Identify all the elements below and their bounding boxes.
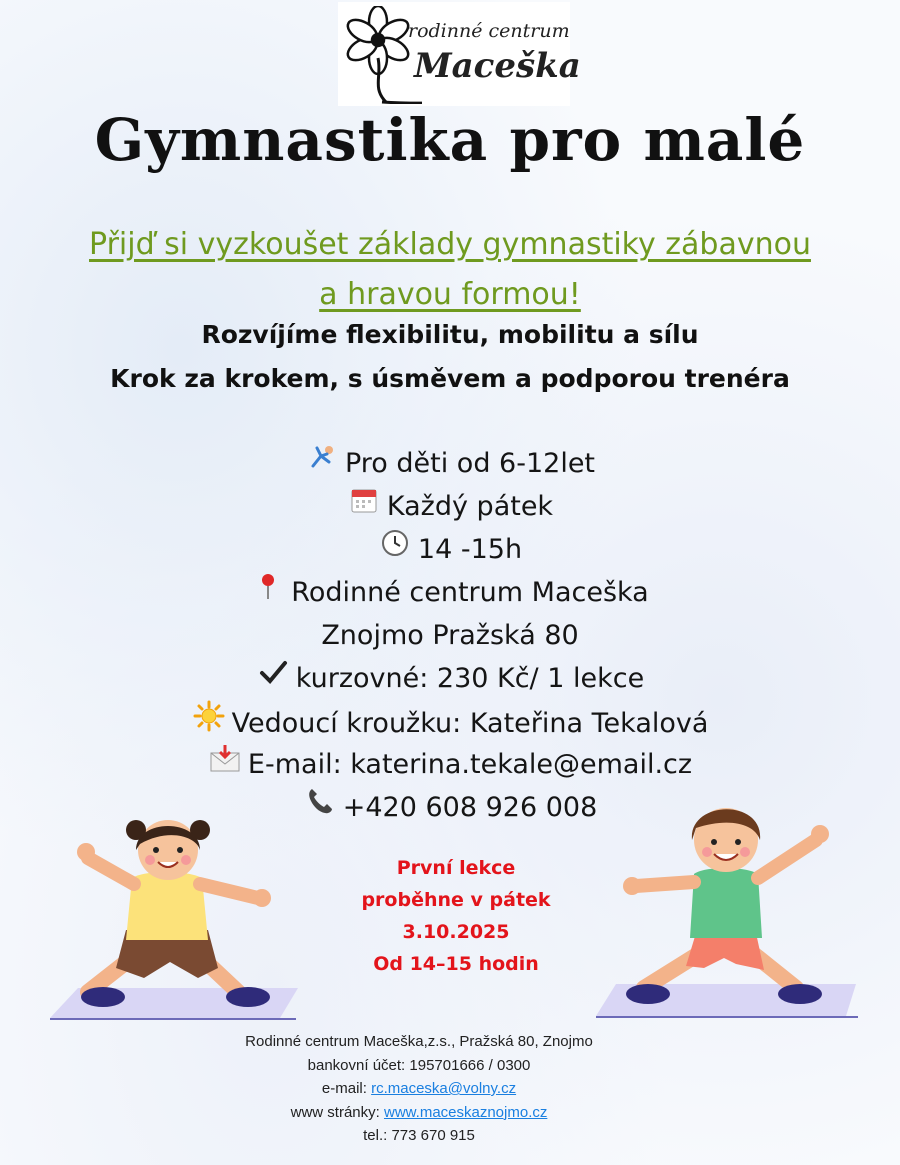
first-lesson-notice xyxy=(300,852,612,980)
info-list xyxy=(0,442,900,829)
info-row-age xyxy=(0,442,900,485)
clock-icon xyxy=(378,528,412,572)
info-row-email xyxy=(0,743,900,786)
subtitle-line2: a hravou formou! xyxy=(319,277,581,312)
subtitle-line1: Přijď si vyzkoušet základy gymnastiky zábavnou xyxy=(89,227,811,262)
info-place: Rodinné centrum Maceška xyxy=(291,577,649,608)
footer-web-link[interactable]: www.maceskaznojmo.cz xyxy=(383,1103,548,1121)
first-lesson-time: Od 14–15 hodin xyxy=(373,953,539,975)
info-leader: Vedoucí kroužku: Kateřina Tekalová xyxy=(231,708,709,739)
info-row-price xyxy=(0,657,900,700)
footer-email-link[interactable]: rc.maceska@volny.cz xyxy=(371,1080,517,1097)
info-day: Každý pátek xyxy=(386,491,554,522)
footer-bank: bankovní účet: 195701666 / 0300 xyxy=(307,1056,531,1074)
logo-line2: Maceška xyxy=(414,46,581,86)
footer xyxy=(0,1030,838,1148)
calendar-icon xyxy=(347,485,381,529)
footer-email-row xyxy=(0,1077,838,1101)
info-time: 14 -15h xyxy=(417,534,523,565)
info-row-time xyxy=(0,528,900,571)
info-row-day xyxy=(0,485,900,528)
footer-email-label: e-mail: xyxy=(321,1080,372,1097)
phone-icon xyxy=(303,786,337,830)
tagline-line2: Krok za krokem, s úsměvem a podporou trenéra xyxy=(110,364,790,393)
logo xyxy=(338,2,581,106)
info-age: Pro děti od 6-12let xyxy=(344,448,596,479)
boy-gymnast-illustration xyxy=(596,788,861,1020)
logo-line1: rodinné centrum xyxy=(408,20,570,42)
pin-icon xyxy=(251,571,285,615)
footer-web-label: www stránky: xyxy=(290,1103,384,1121)
info-address: Znojmo Pražská 80 xyxy=(321,620,579,651)
envelope-icon xyxy=(208,743,242,787)
first-lesson-line2: proběhne v pátek xyxy=(361,889,551,911)
info-price: kurzovné: 230 Kč/ 1 lekce xyxy=(295,663,645,694)
subtitle xyxy=(30,220,870,320)
info-row-leader xyxy=(0,700,900,743)
info-row-place xyxy=(0,571,900,614)
tagline-line1: Rozvíjíme flexibilitu, mobilitu a sílu xyxy=(201,320,699,349)
info-email: E-mail: katerina.tekale@email.cz xyxy=(247,749,693,780)
footer-phone: tel.: 773 670 915 xyxy=(363,1127,475,1144)
footer-address: Rodinné centrum Maceška,z.s., Pražská 80, Znojmo xyxy=(245,1033,593,1050)
footer-web-row xyxy=(0,1101,838,1125)
sun-icon xyxy=(192,700,226,746)
first-lesson-line1: První lekce xyxy=(396,857,516,879)
info-phone: +420 608 926 008 xyxy=(342,792,598,823)
page-title: Gymnastika pro malé xyxy=(94,106,806,174)
girl-gymnast-illustration xyxy=(48,800,303,1022)
first-lesson-date: 3.10.2025 xyxy=(402,921,510,943)
cartwheel-icon xyxy=(305,442,339,486)
info-row-address xyxy=(0,614,900,657)
checkmark-icon xyxy=(256,657,290,701)
